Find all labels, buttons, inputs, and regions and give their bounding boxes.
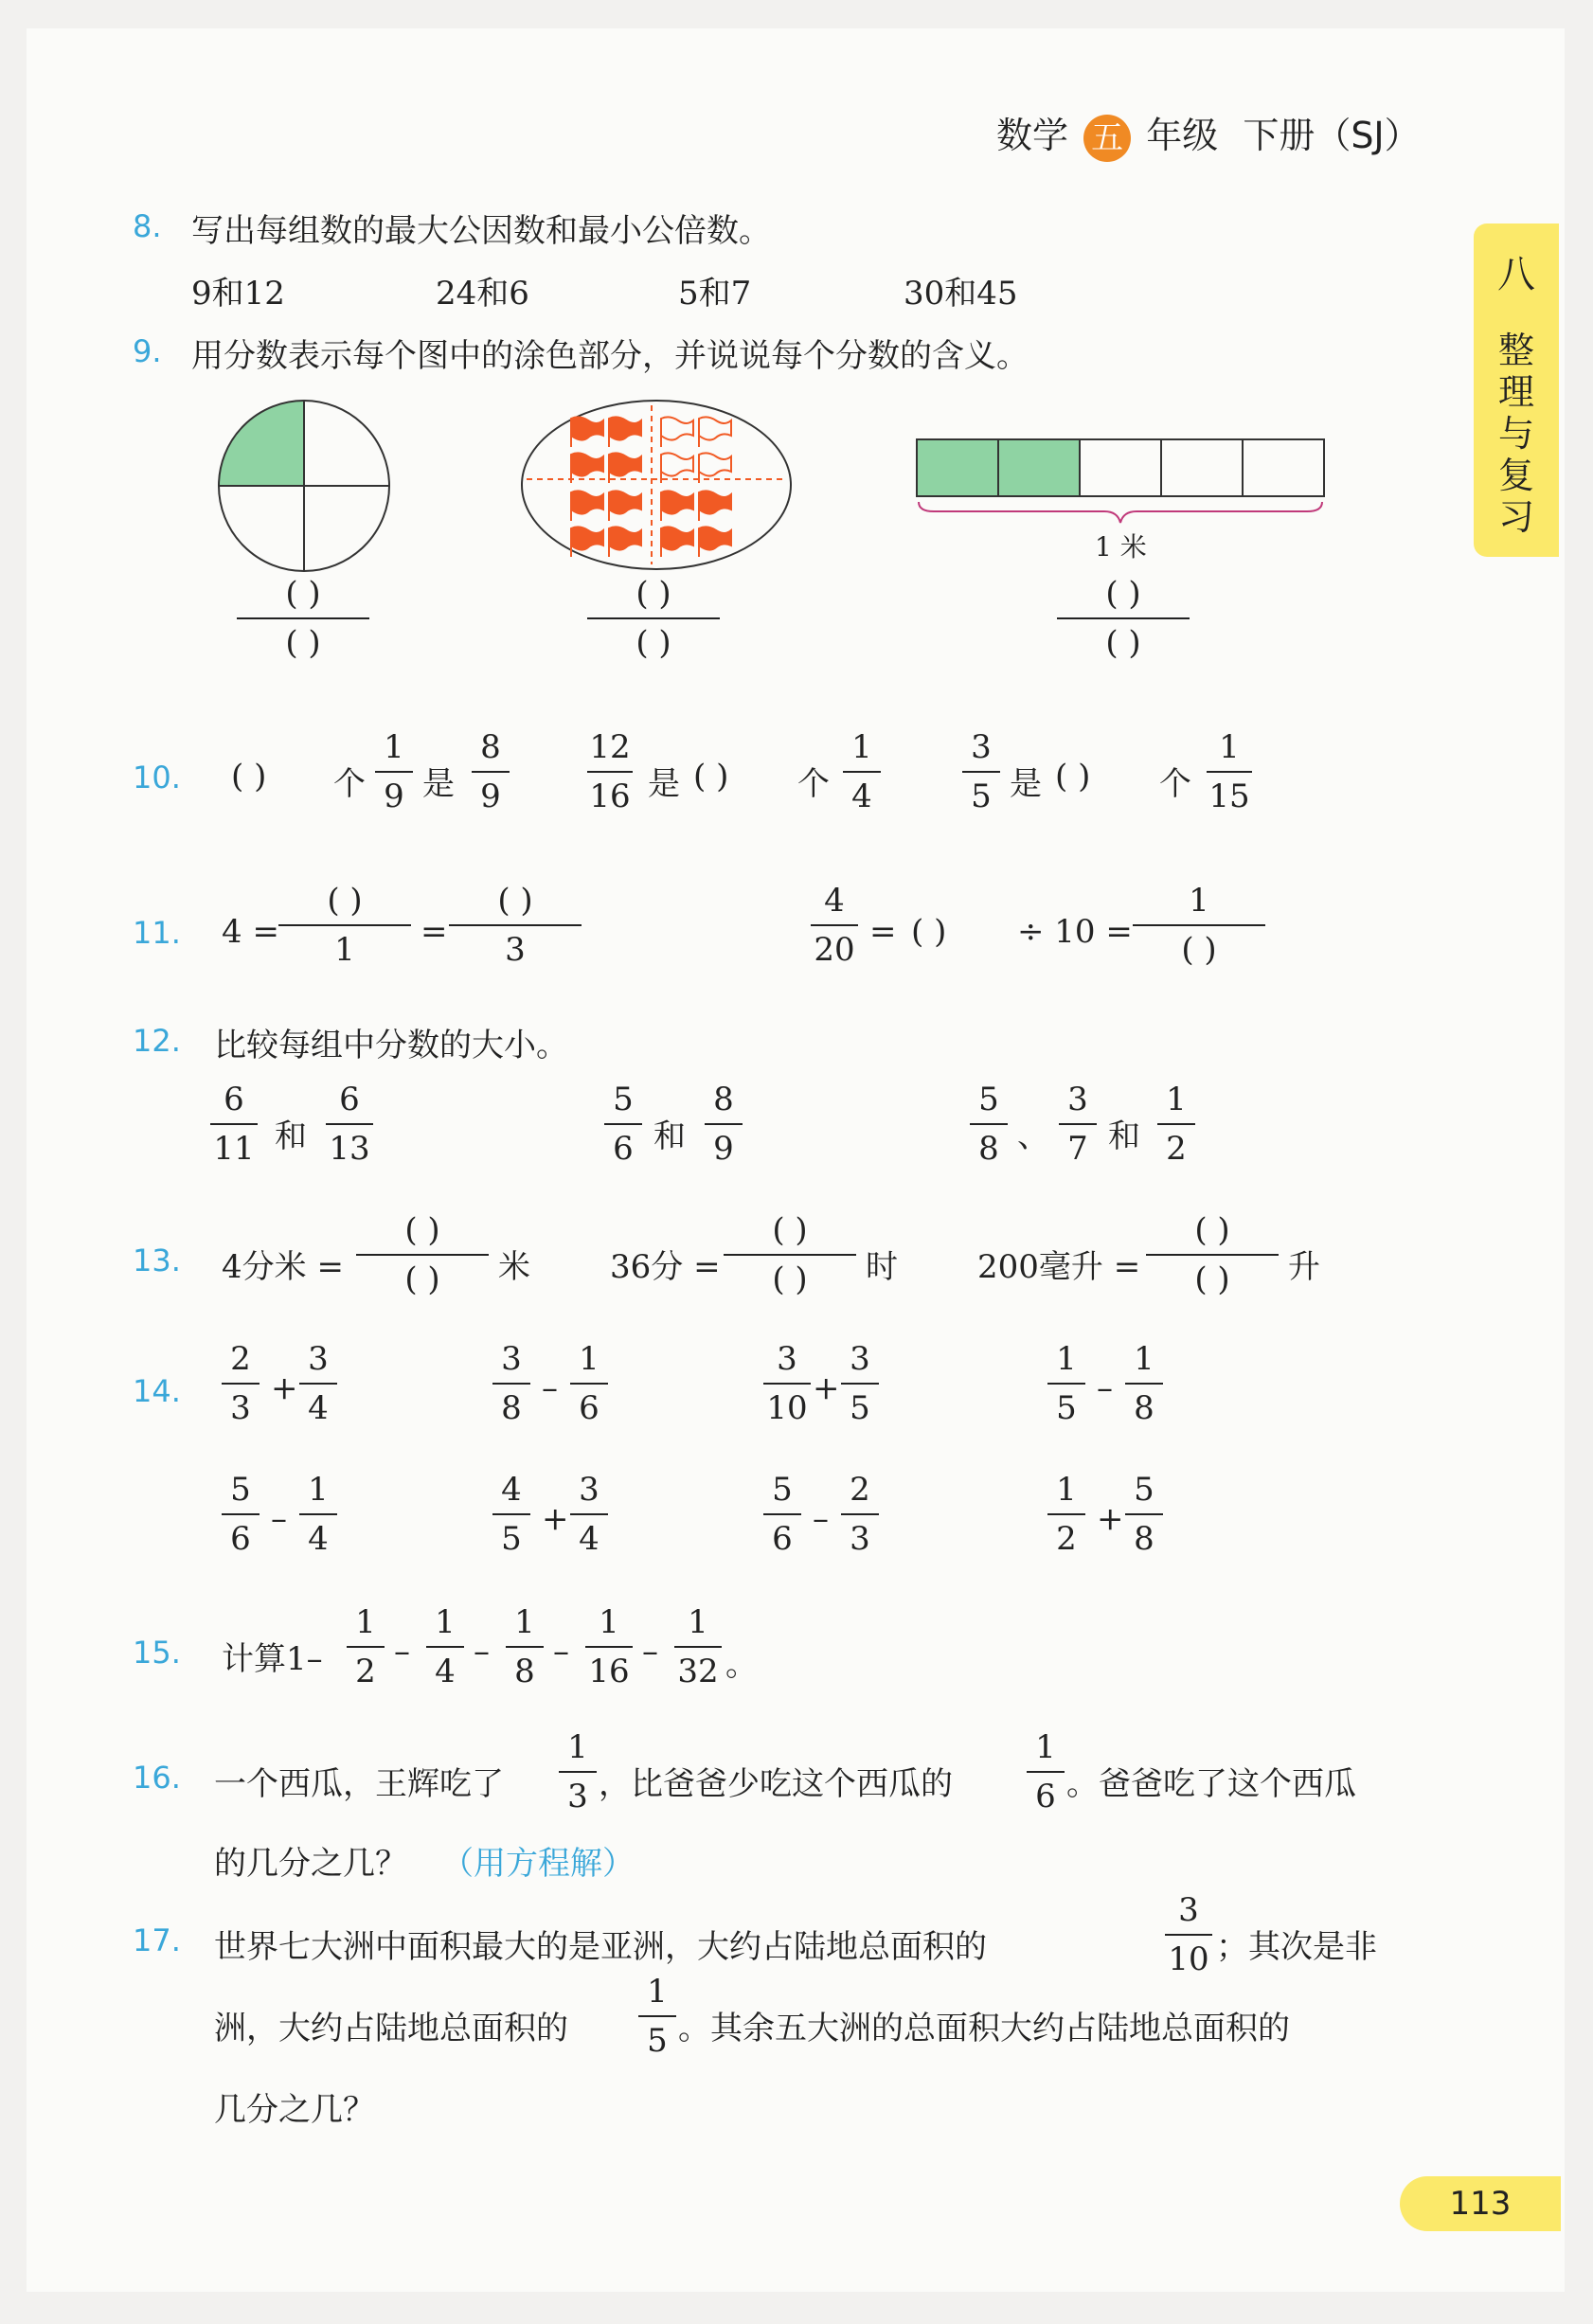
question-number-12: 12. bbox=[133, 1023, 181, 1059]
q14-fraction: 3 10 bbox=[763, 1343, 811, 1424]
flag-filled bbox=[571, 417, 603, 447]
q16-text-2: ，比爸爸少吃这个西瓜的 bbox=[599, 1765, 953, 1803]
q10-text-is-1: 是 bbox=[422, 765, 455, 803]
q14-fraction: 5 8 bbox=[1125, 1474, 1163, 1555]
question-number-10: 10. bbox=[133, 760, 181, 796]
q10-blank-1[interactable]: ( ) bbox=[231, 758, 267, 796]
header-grade-suffix: 年级 bbox=[1146, 115, 1219, 156]
q10-frac-1-4: 1 4 bbox=[843, 731, 881, 813]
q16-frac-1-6: 1 6 bbox=[1027, 1731, 1065, 1813]
q12-and-2: 和 bbox=[653, 1117, 686, 1155]
q11-divide: ÷ 10 = bbox=[1017, 913, 1133, 951]
q11-eq-2: = bbox=[421, 913, 448, 951]
q14-fraction: 1 5 bbox=[1047, 1343, 1085, 1424]
flag-filled bbox=[609, 417, 641, 447]
question-number-11: 11. bbox=[133, 915, 181, 951]
q17-text-5: 几分之几？ bbox=[214, 2091, 375, 2129]
q10-text-ge-2: 个 bbox=[797, 765, 830, 803]
q14-operator: + bbox=[813, 1369, 840, 1407]
q9-answer-3-den[interactable]: ( ) bbox=[1105, 624, 1141, 662]
question-number-16: 16. bbox=[133, 1760, 181, 1796]
q12-frac-6-13: 6 13 bbox=[326, 1083, 373, 1165]
q15-frac-1-4: 1 4 bbox=[426, 1606, 464, 1688]
q12-frac-5-6: 5 6 bbox=[604, 1083, 642, 1165]
strip-shaded-2 bbox=[998, 439, 1080, 496]
q10-text-is-3: 是 bbox=[1010, 765, 1042, 803]
q10-blank-2[interactable]: ( ) bbox=[693, 758, 729, 796]
question-number-17: 17. bbox=[133, 1922, 181, 1958]
q16-text-1: 一个西瓜，王辉吃了 bbox=[214, 1765, 504, 1803]
q15-minus-3: – bbox=[553, 1633, 569, 1671]
header bbox=[996, 106, 1421, 162]
q13-c-unit: 升 bbox=[1288, 1248, 1320, 1286]
q14-operator: – bbox=[542, 1369, 558, 1407]
q13-frac-a: ( ) ( ) bbox=[356, 1214, 489, 1296]
q10-frac-1-9: 1 9 bbox=[375, 731, 413, 813]
q15-frac-1-32: 1 32 bbox=[674, 1606, 722, 1688]
q12-frac-5-8: 5 8 bbox=[970, 1083, 1008, 1165]
q14-fraction: 3 4 bbox=[570, 1474, 608, 1555]
q14-fraction: 4 5 bbox=[492, 1474, 530, 1555]
q12-sep: 、 bbox=[1017, 1117, 1049, 1155]
q14-fraction: 1 2 bbox=[1047, 1474, 1085, 1555]
flag-filled bbox=[571, 491, 603, 521]
q12-frac-8-9: 8 9 bbox=[705, 1083, 743, 1165]
flag-filled bbox=[699, 527, 731, 557]
q17-text-1: 世界七大洲中面积最大的是亚洲，大约占陆地总面积的 bbox=[214, 1928, 987, 1966]
q14-fraction: 5 6 bbox=[222, 1474, 260, 1555]
circle-figure bbox=[214, 396, 394, 576]
q14-fraction: 2 3 bbox=[222, 1343, 260, 1424]
question-9-text: 用分数表示每个图中的涂色部分，并说说每个分数的含义。 bbox=[191, 337, 1029, 375]
q16-text-4: 的几分之几？ bbox=[214, 1845, 407, 1883]
q10-text-ge-1: 个 bbox=[333, 765, 366, 803]
q16-hint: （用方程解） bbox=[441, 1845, 635, 1883]
q13-a-unit: 米 bbox=[498, 1248, 530, 1286]
q11-frac-b: ( ) 3 bbox=[449, 885, 582, 966]
q14-operator: + bbox=[1097, 1500, 1124, 1538]
q12-frac-6-11: 6 11 bbox=[210, 1083, 258, 1165]
flag-filled bbox=[609, 527, 641, 557]
q14-fraction: 3 5 bbox=[841, 1343, 879, 1424]
q16-text-3: 。爸爸吃了这个西瓜 bbox=[1066, 1765, 1356, 1803]
q8-pair-1: 9和12 bbox=[191, 275, 285, 313]
q14-fraction: 5 6 bbox=[763, 1474, 801, 1555]
unit-title-text: 整理与复习 bbox=[1497, 330, 1534, 538]
q9-answer-1-den[interactable]: ( ) bbox=[285, 624, 321, 662]
unit-number: 八 bbox=[1497, 253, 1535, 296]
shaded-quarter bbox=[219, 401, 304, 486]
flag-filled bbox=[661, 491, 693, 521]
oval-outline bbox=[522, 401, 791, 569]
q9-answer-2-den[interactable]: ( ) bbox=[635, 624, 671, 662]
q9-answer-3 bbox=[1057, 575, 1190, 662]
q9-answer-2-num[interactable]: ( ) bbox=[635, 575, 671, 613]
q14-fraction: 1 8 bbox=[1125, 1343, 1163, 1424]
q11-frac-4-20: 4 20 bbox=[811, 885, 858, 966]
q12-and-3: 和 bbox=[1108, 1117, 1140, 1155]
q15-frac-1-16: 1 16 bbox=[585, 1606, 633, 1688]
q14-fraction: 3 8 bbox=[492, 1343, 530, 1424]
flag-filled bbox=[661, 527, 693, 557]
q13-frac-b: ( ) ( ) bbox=[724, 1214, 856, 1296]
q12-frac-3-7: 3 7 bbox=[1059, 1083, 1097, 1165]
q10-frac-8-9: 8 9 bbox=[472, 731, 510, 813]
q15-minus-2: – bbox=[474, 1633, 490, 1671]
q12-frac-1-2: 1 2 bbox=[1157, 1083, 1195, 1165]
q10-frac-3-5: 3 5 bbox=[962, 731, 1000, 813]
header-subject: 数学 bbox=[996, 115, 1069, 156]
q14-fraction: 3 4 bbox=[299, 1343, 337, 1424]
q17-frac-1-5: 1 5 bbox=[638, 1975, 676, 2057]
q14-fraction: 1 6 bbox=[570, 1343, 608, 1424]
q14-operator: + bbox=[271, 1369, 298, 1407]
q13-b-unit: 时 bbox=[866, 1248, 898, 1286]
strip-shaded-1 bbox=[917, 439, 998, 496]
flag-oval-figure bbox=[519, 398, 794, 572]
question-number-13: 13. bbox=[133, 1242, 181, 1278]
flag-filled bbox=[571, 453, 603, 483]
q10-text-is-2: 是 bbox=[648, 765, 680, 803]
q9-answer-2 bbox=[587, 575, 720, 662]
q16-frac-1-3: 1 3 bbox=[559, 1731, 597, 1813]
q8-pair-2: 24和6 bbox=[436, 275, 529, 313]
q15-minus-1: – bbox=[394, 1633, 410, 1671]
q11-eq-3: = bbox=[869, 913, 897, 951]
q14-fraction: 1 4 bbox=[299, 1474, 337, 1555]
q13-a-text: 4分米 = bbox=[222, 1248, 344, 1286]
q11-frac-c: 1 ( ) bbox=[1133, 885, 1265, 966]
q17-text-3: 洲，大约占陆地总面积的 bbox=[214, 2010, 568, 2047]
q14-operator: – bbox=[1097, 1369, 1113, 1407]
q13-frac-c: ( ) ( ) bbox=[1146, 1214, 1279, 1296]
q10-text-ge-3: 个 bbox=[1159, 765, 1191, 803]
q15-frac-1-8: 1 8 bbox=[506, 1606, 544, 1688]
q15-prefix: 计算1– bbox=[222, 1640, 323, 1678]
question-8-text: 写出每组数的最大公因数和最小公倍数。 bbox=[191, 212, 771, 250]
page-number: 113 bbox=[1400, 2176, 1561, 2231]
q11-frac-a: ( ) 1 bbox=[278, 885, 411, 966]
unit-side-tab bbox=[1474, 223, 1559, 557]
question-number-15: 15. bbox=[133, 1635, 181, 1671]
strip-brace bbox=[919, 502, 1322, 523]
q9-answer-1 bbox=[237, 575, 369, 662]
grade-badge: 五 bbox=[1083, 115, 1131, 162]
q15-minus-4: – bbox=[642, 1633, 658, 1671]
q15-frac-1-2: 1 2 bbox=[347, 1606, 385, 1688]
strip-label: 1 米 bbox=[1095, 531, 1147, 563]
q14-operator: – bbox=[271, 1500, 287, 1538]
question-number-8: 8. bbox=[133, 208, 162, 244]
q10-frac-12-16: 12 16 bbox=[587, 731, 633, 813]
question-12-text: 比较每组中分数的大小。 bbox=[214, 1027, 568, 1064]
flag-filled bbox=[699, 491, 731, 521]
q8-pair-4: 30和45 bbox=[904, 275, 1018, 313]
q9-answer-3-num[interactable]: ( ) bbox=[1105, 575, 1141, 613]
q12-and-1: 和 bbox=[275, 1117, 307, 1155]
q17-text-2: ；其次是非 bbox=[1216, 1928, 1377, 1966]
q14-operator: + bbox=[542, 1500, 569, 1538]
flag-outlined bbox=[661, 417, 693, 447]
question-number-9: 9. bbox=[133, 333, 162, 369]
flag-outlined bbox=[699, 417, 731, 447]
q9-answer-1-num[interactable]: ( ) bbox=[285, 575, 321, 613]
q10-frac-1-15: 1 15 bbox=[1207, 731, 1252, 813]
q14-operator: – bbox=[813, 1500, 829, 1538]
q17-text-4: 。其余五大洲的总面积大约占陆地总面积的 bbox=[678, 2010, 1290, 2047]
q8-pair-3: 5和7 bbox=[678, 275, 752, 313]
flag-filled bbox=[609, 491, 641, 521]
q11-blank-div[interactable]: ( ) bbox=[911, 913, 947, 951]
q15-end: 。 bbox=[725, 1646, 758, 1684]
q10-blank-3[interactable]: ( ) bbox=[1055, 758, 1091, 796]
header-volume: 下册（SJ） bbox=[1243, 115, 1421, 156]
q13-c-text: 200毫升 = bbox=[977, 1248, 1141, 1286]
q17-frac-3-10: 3 10 bbox=[1165, 1894, 1212, 1975]
q13-b-text: 36分 = bbox=[610, 1248, 721, 1286]
q14-fraction: 2 3 bbox=[841, 1474, 879, 1555]
question-number-14: 14. bbox=[133, 1373, 181, 1409]
q11-four: 4 = bbox=[222, 913, 279, 951]
unit-title bbox=[1474, 330, 1559, 538]
